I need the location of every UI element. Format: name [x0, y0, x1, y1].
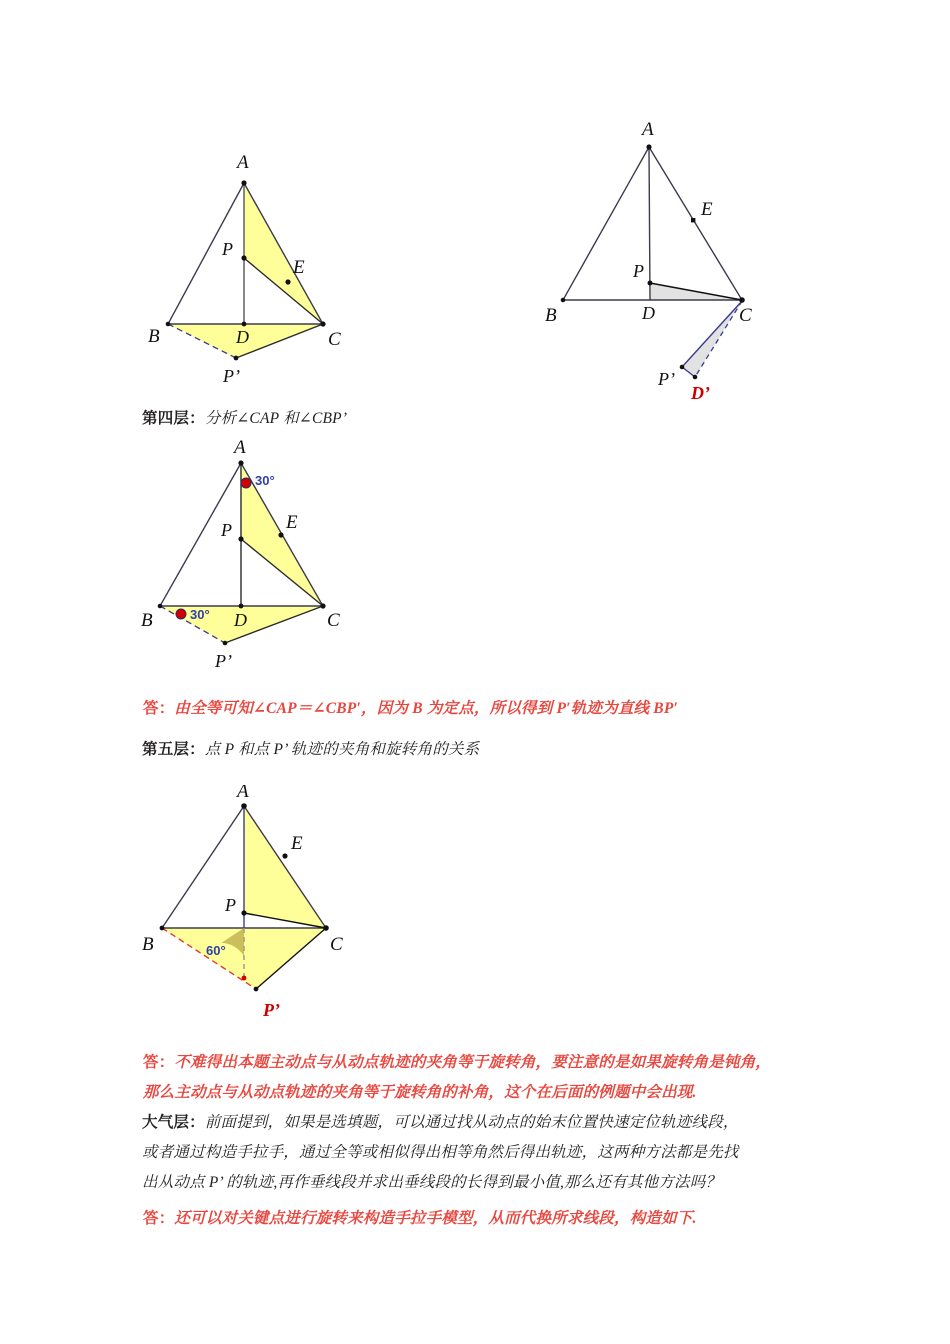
- vertex-d-dot: [242, 322, 247, 327]
- label-a: A: [237, 152, 249, 173]
- vertex-pprime-dot: [234, 356, 239, 361]
- label-p-prime: P’: [215, 651, 232, 671]
- figure-2-canvas: [545, 105, 815, 400]
- label-c: C: [327, 610, 340, 631]
- segment-ad: [649, 147, 650, 300]
- label-a: A: [234, 440, 246, 458]
- label-c: C: [739, 305, 752, 326]
- triangle-abc-outline: [563, 147, 742, 300]
- section-answer-five-body-2: 那么主动点与从动点轨迹的夹角等于旋转角的补角，这个在后面的例题中会出现.: [143, 1084, 697, 1101]
- figure-1-canvas: [140, 130, 390, 400]
- figure-3-canvas: [135, 440, 395, 680]
- section-layer-four-body: 分析∠CAP 和∠CBP’: [204, 410, 348, 427]
- vertex-e-dot: [282, 853, 287, 858]
- label-e: E: [701, 199, 713, 220]
- section-atmosphere-body-2: 或者通过构造手拉手，通过全等或相似得出相等角然后得出轨迹，这两种方法都是先找: [142, 1144, 739, 1161]
- angle-marker-dot-cbp: [176, 609, 186, 619]
- label-p: P: [225, 895, 236, 915]
- label-e: E: [291, 833, 303, 854]
- section-answer-five-lead: 答：: [143, 1054, 175, 1071]
- section-atmosphere-line-1: [142, 1108, 882, 1138]
- vertex-dprime-dot: [693, 375, 698, 380]
- label-c: C: [328, 329, 341, 350]
- section-layer-five-body: 点 P 和点 P’ 轨迹的夹角和旋转角的关系: [204, 741, 480, 758]
- vertex-rotation-center-dot: [242, 976, 247, 981]
- section-answer-atmosphere: [143, 1204, 883, 1234]
- shaded-rotated-triangle-cpprime-dprime: [682, 301, 742, 377]
- vertex-b-dot: [166, 322, 171, 327]
- figure-1: [140, 130, 390, 400]
- figure-2: [545, 105, 815, 400]
- figure-4-canvas: [130, 785, 410, 1035]
- section-atmosphere-body-1: 前面提到，如果是选填题，可以通过找从动点的始末位置快速定位轨迹线段，: [204, 1114, 739, 1131]
- annotation-angle-cbp: 30°: [190, 607, 210, 622]
- section-atmosphere-body-3: 出从动点 P’ 的轨迹,再作垂线段并求出垂线段的长得到最小值,那么还有其他方法吗？: [142, 1174, 722, 1191]
- label-p: P: [633, 261, 644, 281]
- label-b: B: [545, 305, 557, 326]
- label-b: B: [148, 326, 160, 347]
- label-a: A: [642, 119, 654, 140]
- label-d: D: [236, 327, 249, 347]
- label-e: E: [293, 257, 305, 278]
- vertex-pprime-dot: [223, 641, 228, 646]
- annotation-angle-cap: 30°: [255, 473, 275, 488]
- section-answer-atmosphere-lead: 答：: [143, 1210, 175, 1227]
- label-b: B: [141, 610, 153, 631]
- figure-3: [135, 440, 395, 680]
- vertex-pprime-dot: [680, 365, 685, 370]
- section-answer-five-line-1: [143, 1048, 883, 1078]
- vertex-p-dot: [238, 536, 243, 541]
- section-answer-four-lead: 答：: [143, 700, 175, 717]
- label-p: P: [221, 520, 232, 540]
- vertex-d-dot: [239, 604, 244, 609]
- vertex-a-dot: [238, 460, 243, 465]
- label-p-prime: P’: [223, 366, 240, 386]
- vertex-p-dot: [241, 910, 246, 915]
- section-answer-atmosphere-body: 还可以对关键点进行旋转来构造手拉手模型，从而代换所求线段，构造如下.: [174, 1210, 697, 1227]
- vertex-pprime-dot: [254, 987, 259, 992]
- label-c: C: [330, 934, 343, 955]
- vertex-e-dot: [278, 532, 283, 537]
- segment-c-pprime: [682, 301, 742, 367]
- vertex-p-dot: [648, 281, 653, 286]
- label-p: P: [222, 239, 233, 259]
- section-atmosphere-layer: [142, 1108, 882, 1198]
- section-layer-four: [142, 404, 842, 434]
- vertex-e-dot: [285, 279, 290, 284]
- section-answer-four: [143, 694, 883, 724]
- label-b: B: [142, 934, 154, 955]
- label-e: E: [286, 512, 298, 533]
- section-layer-five: [142, 735, 882, 765]
- section-answer-five: [143, 1048, 883, 1108]
- vertex-p-dot: [241, 255, 246, 260]
- annotation-rotation-angle: 60°: [206, 943, 226, 958]
- angle-marker-dot-cap: [241, 478, 251, 488]
- section-layer-four-lead: 第四层：: [142, 410, 205, 427]
- vertex-e-dot: [691, 218, 695, 222]
- vertex-c-dot: [320, 603, 325, 608]
- label-p-prime: P’: [263, 1000, 280, 1020]
- vertex-a-dot: [241, 803, 247, 809]
- vertex-c-dot: [323, 925, 329, 931]
- section-answer-five-body-1: 不难得出本题主动点与从动点轨迹的夹角等于旋转角，要注意的是如果旋转角是钝角，: [174, 1054, 772, 1071]
- vertex-a-dot: [646, 144, 651, 149]
- vertex-a-dot: [241, 180, 246, 185]
- vertex-b-dot: [158, 604, 163, 609]
- vertex-b-dot: [160, 926, 165, 931]
- label-p-prime: P’: [658, 369, 675, 389]
- figure-4: [130, 785, 410, 1035]
- label-d-prime: D’: [691, 383, 710, 400]
- vertex-c-dot: [320, 321, 325, 326]
- vertex-b-dot: [561, 298, 566, 303]
- section-layer-five-lead: 第五层：: [142, 741, 205, 758]
- section-atmosphere-lead: 大气层：: [142, 1114, 205, 1131]
- section-answer-four-body: 由全等可知∠CAP＝∠CBP′，因为 B 为定点，所以得到 P′轨迹为直线 BP′: [174, 700, 679, 717]
- label-a: A: [237, 785, 249, 802]
- label-d: D: [234, 610, 247, 630]
- vertex-c-dot: [739, 297, 745, 303]
- label-d: D: [642, 303, 655, 323]
